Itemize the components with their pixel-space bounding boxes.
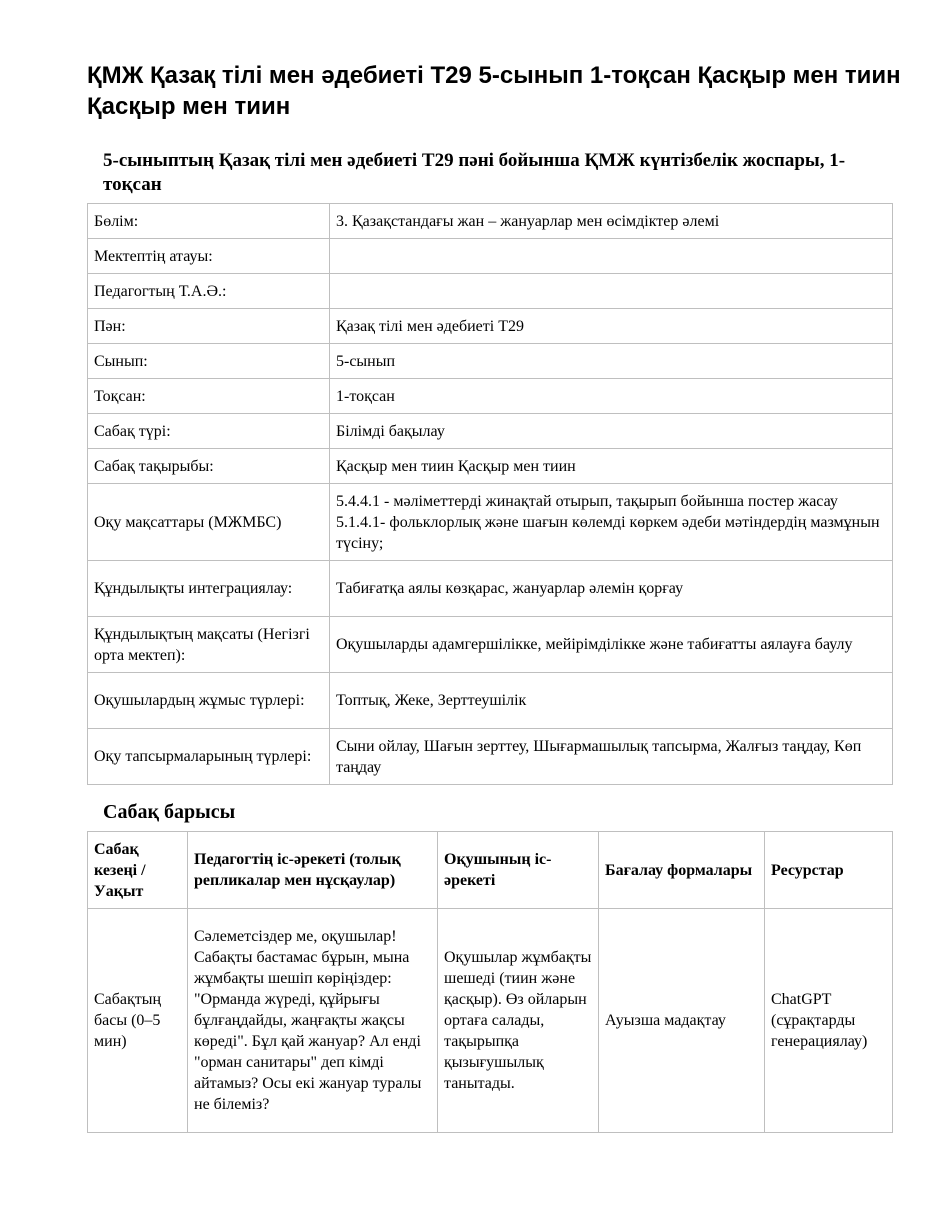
row-value: Сыни ойлау, Шағын зерттеу, Шығармашылық тапсырма, Жалғыз таңдау, Көп таңдау bbox=[330, 729, 893, 785]
table-row bbox=[88, 909, 893, 1133]
table-row bbox=[88, 274, 893, 309]
table-row bbox=[88, 617, 893, 673]
table-row bbox=[88, 449, 893, 484]
row-label: Бөлім: bbox=[88, 204, 330, 239]
row-label: Оқу тапсырмаларының түрлері: bbox=[88, 729, 330, 785]
table-header-row bbox=[88, 832, 893, 909]
row-label: Оқушылардың жұмыс түрлері: bbox=[88, 673, 330, 729]
lesson-info-table bbox=[87, 203, 893, 785]
row-label: Оқу мақсаттары (МЖМБС) bbox=[88, 484, 330, 561]
document-title: ҚМЖ Қазақ тілі мен әдебиеті Т29 5-сынып 1-тоқсан Қасқыр мен тиин Қасқыр мен тиин bbox=[87, 62, 901, 120]
table-row bbox=[88, 673, 893, 729]
row-value: 3. Қазақстандағы жан – жануарлар мен өсімдіктер әлемі bbox=[330, 204, 893, 239]
table-row bbox=[88, 344, 893, 379]
row-value: Табиғатқа аялы көзқарас, жануарлар әлемін қорғау bbox=[330, 561, 893, 617]
row-label: Сынып: bbox=[88, 344, 330, 379]
table-row bbox=[88, 379, 893, 414]
row-value: Білімді бақылау bbox=[330, 414, 893, 449]
table-row bbox=[88, 204, 893, 239]
lesson-progress-heading: Сабақ барысы bbox=[103, 801, 236, 823]
resources-cell: ChatGPT (сұрақтарды генерациялау) bbox=[765, 909, 893, 1133]
plan-subtitle: 5-сыныптың Қазақ тілі мен әдебиеті Т29 пәні бойынша ҚМЖ күнтізбелік жоспары, 1-тоқсан bbox=[103, 150, 846, 195]
table-row bbox=[88, 729, 893, 785]
column-header-resources: Ресурстар bbox=[765, 832, 893, 909]
row-label: Мектептің атауы: bbox=[88, 239, 330, 274]
column-header-stage: Сабақ кезеңі / Уақыт bbox=[88, 832, 188, 909]
row-label: Тоқсан: bbox=[88, 379, 330, 414]
teacher-activity-cell: Сәлеметсіздер ме, оқушылар! Сабақты бастамас бұрын, мына жұмбақты шешіп көріңіздер: "Орманда жүреді, құйрығы бұлғаңдайды, жаңғақты жақсы көреді". Бұл қай жануар? Ал енді "орман санитары" деп кімді айтамыз? Осы екі жануар туралы не білеміз? bbox=[188, 909, 438, 1133]
row-value: Оқушыларды адамгершілікке, мейірімділікке және табиғатты аялауға баулу bbox=[330, 617, 893, 673]
row-value: 1-тоқсан bbox=[330, 379, 893, 414]
student-activity-cell: Оқушылар жұмбақты шешеді (тиин және қасқыр). Өз ойларын ортаға салады, тақырыпқа қызығушылық танытады. bbox=[438, 909, 599, 1133]
row-value: Қасқыр мен тиин Қасқыр мен тиин bbox=[330, 449, 893, 484]
column-header-assessment: Бағалау формалары bbox=[599, 832, 765, 909]
row-value: 5-сынып bbox=[330, 344, 893, 379]
row-value: Топтық, Жеке, Зерттеушілік bbox=[330, 673, 893, 729]
table-row bbox=[88, 561, 893, 617]
row-value: 5.4.4.1 - мәліметтерді жинақтай отырып, тақырып бойынша постер жасау 5.1.4.1- фольклорлық және шағын көлемді көркем әдеби мәтіндердің мазмұнын түсіну; bbox=[330, 484, 893, 561]
stage-cell: Сабақтың басы (0–5 мин) bbox=[88, 909, 188, 1133]
assessment-cell: Ауызша мадақтау bbox=[599, 909, 765, 1133]
column-header-teacher-activity: Педагогтің іс-әрекеті (толық репликалар мен нұсқаулар) bbox=[188, 832, 438, 909]
row-value: Қазақ тілі мен әдебиеті Т29 bbox=[330, 309, 893, 344]
row-label: Құндылықтың мақсаты (Негізгі орта мектеп): bbox=[88, 617, 330, 673]
row-label: Сабақ тақырыбы: bbox=[88, 449, 330, 484]
table-row bbox=[88, 239, 893, 274]
table-row bbox=[88, 414, 893, 449]
row-value bbox=[330, 239, 893, 274]
lesson-progress-table bbox=[87, 831, 893, 1133]
row-label: Сабақ түрі: bbox=[88, 414, 330, 449]
table-row bbox=[88, 309, 893, 344]
row-value bbox=[330, 274, 893, 309]
column-header-student-activity: Оқушының іс-әрекеті bbox=[438, 832, 599, 909]
row-label: Пән: bbox=[88, 309, 330, 344]
row-label: Педагогтың Т.А.Ә.: bbox=[88, 274, 330, 309]
row-label: Құндылықты интеграциялау: bbox=[88, 561, 330, 617]
table-row bbox=[88, 484, 893, 561]
